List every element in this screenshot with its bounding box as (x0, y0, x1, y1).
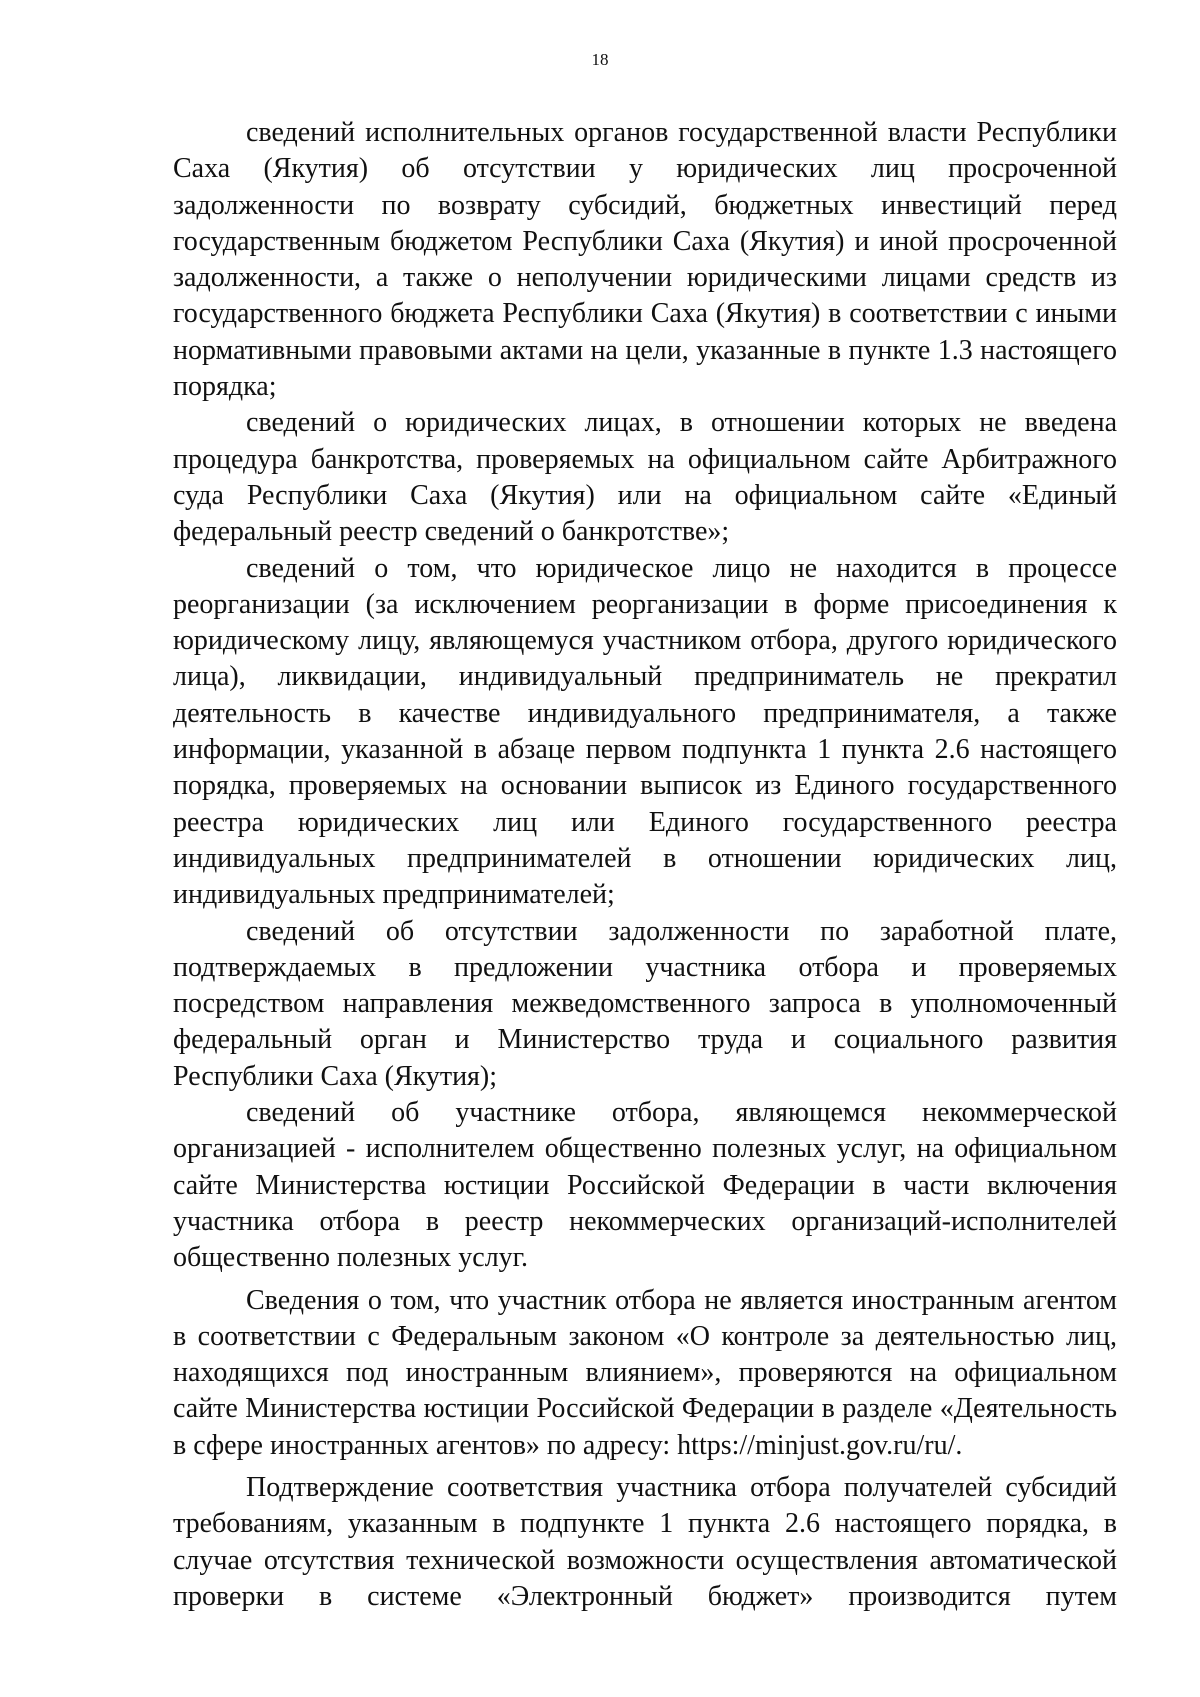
document-body (173, 115, 1117, 1615)
paragraph-compliance-confirmation: Подтверждение соответствия участника отбора получателей субсидий требованиям, указанным в подпункте 1 пункта 2.6 настоящего порядка, в случае отсутствия технической возможности осуществления автоматической проверки в системе «Электронный бюджет» производится путем (173, 1471, 1117, 1612)
paragraph-executive-bodies-info: сведений исполнительных органов государственной власти Республики Саха (Якутия) об отсутствии у юридических лиц просроченной задолженности по возврату субсидий, бюджетных инвестиций перед государственным бюджетом Республики Саха (Якутия) и иной просроченной задолженности, а также о неполучении юридическими лицами средств из государственного бюджета Республики Саха (Якутия) в соответствии с иными нормативными правовыми актами на цели, указанные в пункте 1.3 настоящего порядка; (173, 117, 1117, 403)
paragraph-wage-debt-info: сведений об отсутствии задолженности по заработной плате, подтверждаемых в предложении участника отбора и проверяемых посредством направления межведомственного запроса в уполномоченный федеральный орган и Министерство труда и социального развития Республики Саха (Якутия); (173, 915, 1117, 1092)
paragraph-foreign-agent-info: Сведения о том, что участник отбора не является иностранным агентом в соответствии с Федеральным законом «О контроле за деятельностью лиц, находящихся под иностранным влиянием», проверяются на официальном сайте Министерства юстиции Российской Федерации в разделе «Деятельность в сфере иностранных агентов» по адресу: https://minjust.gov.ru/ru/. (173, 1284, 1117, 1461)
paragraph-reorganization-info: сведений о том, что юридическое лицо не находится в процессе реорганизации (за исключением реорганизации в форме присоединения к юридическому лицу, являющемуся участником отбора, другого юридического лица), ликвидации, индивидуальный предприниматель не прекратил деятельность в качестве индивидуального предпринимателя, а также информации, указанной в абзаце первом подпункта 1 пункта 2.6 настоящего порядка, проверяемых на основании выписок из Единого государственного реестра юридических лиц или Единого государственного реестра индивидуальных предпринимателей в отношении юридических лиц, индивидуальных предпринимателей; (173, 552, 1117, 911)
paragraph-bankruptcy-info: сведений о юридических лицах, в отношении которых не введена процедура банкротства, проверяемых на официальном сайте Арбитражного суда Республики Саха (Якутия) или на официальном сайте «Единый федеральный реестр сведений о банкротстве»; (173, 407, 1117, 548)
paragraph-nonprofit-registry-info: сведений об участнике отбора, являющемся некоммерческой организацией - исполнителем общественно полезных услуг, на официальном сайте Министерства юстиции Российской Федерации в части включения участника отбора в реестр некоммерческих организаций-исполнителей общественно полезных услуг. (173, 1097, 1117, 1274)
page-number: 18 (591, 50, 609, 69)
